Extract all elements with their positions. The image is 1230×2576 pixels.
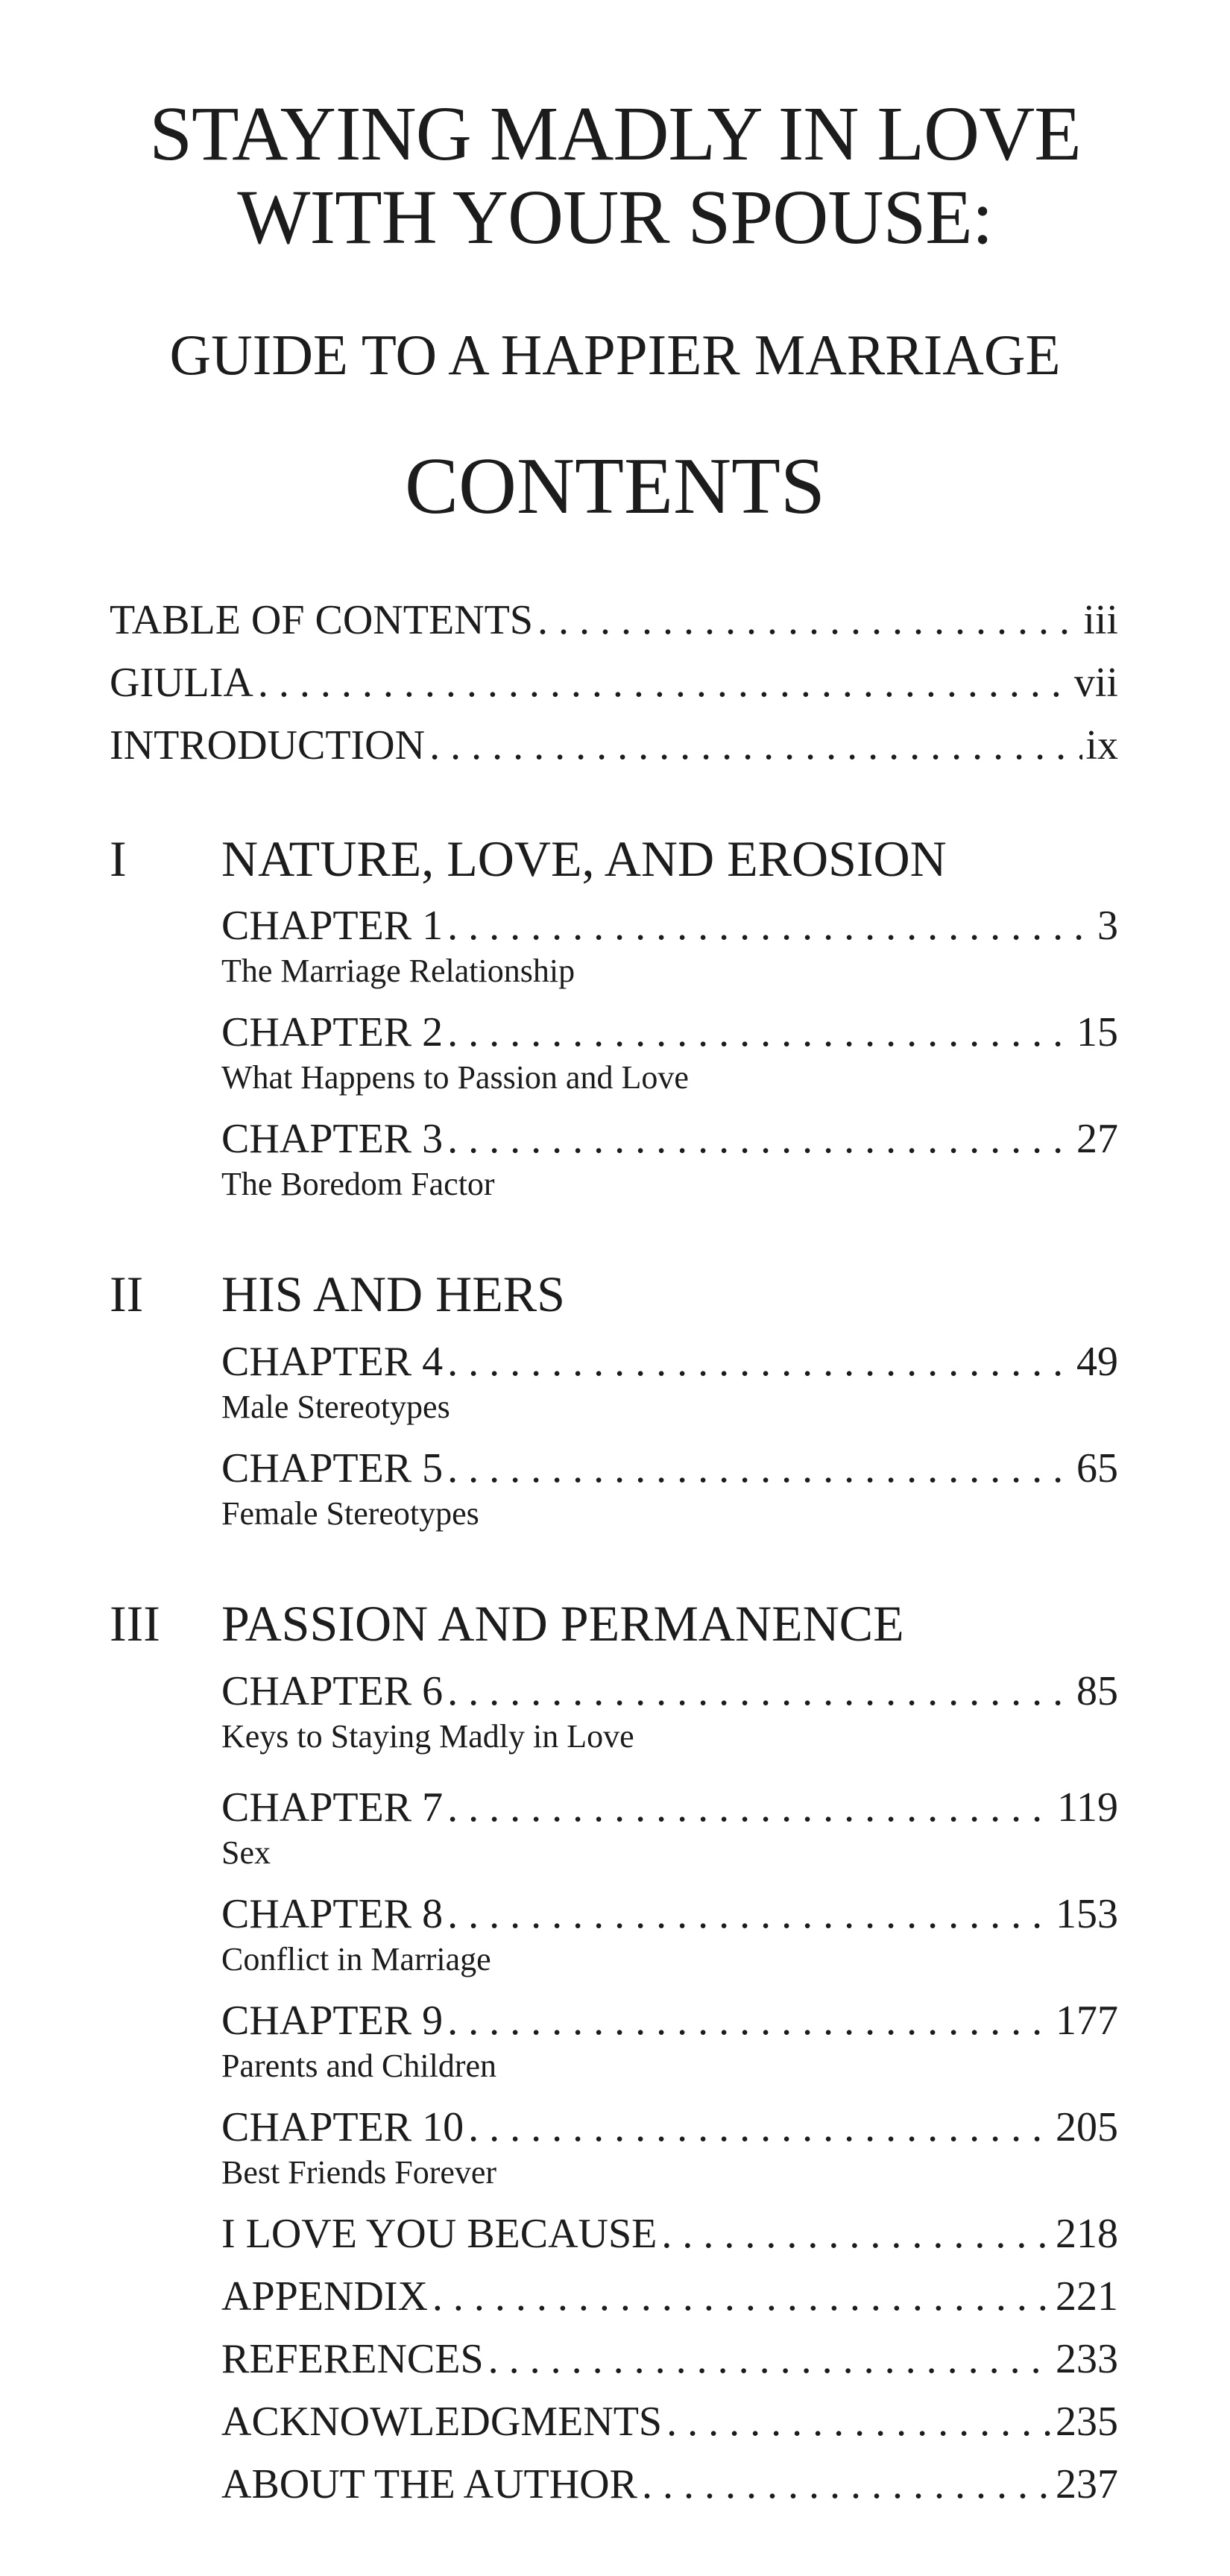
part-title: PASSION AND PERMANENCE	[221, 1595, 904, 1652]
dot-leader	[447, 902, 1094, 950]
toc-entry-page-number: 15	[1076, 1009, 1118, 1055]
toc-entry-chapter-10[interactable]	[221, 2103, 1118, 2151]
dot-leader	[661, 2210, 1053, 2258]
chapter-subtitle: Parents and Children	[221, 2048, 497, 2084]
part-numeral: I	[110, 830, 127, 887]
toc-entry-references[interactable]	[221, 2335, 1118, 2383]
dot-leader	[468, 2103, 1053, 2151]
toc-entry-label: INTRODUCTION	[110, 722, 426, 768]
book-subtitle: GUIDE TO A HAPPIER MARRIAGE	[169, 323, 1061, 387]
part-numeral: III	[110, 1595, 160, 1652]
dot-leader	[642, 2460, 1053, 2508]
toc-entry-label: TABLE OF CONTENTS	[110, 597, 533, 643]
toc-entry-label: I LOVE YOU BECAUSE	[221, 2211, 657, 2257]
part-title: NATURE, LOVE, AND EROSION	[221, 830, 947, 887]
chapter-subtitle: Female Stereotypes	[221, 1495, 479, 1532]
toc-entry-label: ABOUT THE AUTHOR	[221, 2461, 637, 2507]
toc-entry-page-number: vii	[1073, 660, 1118, 706]
chapter-subtitle: Keys to Staying Madly in Love	[221, 1718, 634, 1755]
toc-entry-label: CHAPTER 2	[221, 1009, 444, 1055]
chapter-subtitle: Best Friends Forever	[221, 2154, 497, 2191]
dot-leader	[258, 659, 1071, 707]
toc-entry-page-number: 218	[1056, 2211, 1118, 2257]
toc-entry-page-number: 205	[1056, 2104, 1118, 2150]
toc-entry-acknowledgments[interactable]	[221, 2398, 1118, 2446]
dot-leader	[488, 2335, 1053, 2383]
toc-entry-page-number: 235	[1056, 2399, 1118, 2445]
dot-leader	[447, 1890, 1053, 1938]
toc-entry-chapter-3[interactable]	[221, 1115, 1118, 1163]
toc-entry-label: ACKNOWLEDGMENTS	[221, 2399, 663, 2445]
toc-entry-label: REFERENCES	[221, 2336, 484, 2382]
toc-entry-label: CHAPTER 8	[221, 1891, 444, 1937]
toc-entry-page-number: 65	[1076, 1445, 1118, 1491]
toc-entry-page-number: iii	[1083, 597, 1118, 643]
toc-entry-label: CHAPTER 6	[221, 1668, 444, 1714]
book-title-line-1: STAYING MADLY IN LOVE	[149, 91, 1081, 177]
dot-leader	[447, 1338, 1073, 1386]
dot-leader	[447, 1667, 1073, 1715]
toc-entry-label: CHAPTER 1	[221, 903, 444, 949]
toc-entry-chapter-9[interactable]	[221, 1997, 1118, 2045]
part-numeral: II	[110, 1266, 144, 1322]
toc-entry-chapter-5[interactable]	[221, 1445, 1118, 1492]
dot-leader	[447, 1784, 1054, 1831]
toc-entry-page-number: 27	[1076, 1116, 1118, 1162]
toc-entry-label: CHAPTER 3	[221, 1116, 444, 1162]
toc-entry-about-the-author[interactable]	[221, 2460, 1118, 2508]
chapter-subtitle: Sex	[221, 1834, 271, 1871]
book-title-line-2: WITH YOUR SPOUSE:	[237, 174, 993, 260]
chapter-subtitle: The Boredom Factor	[221, 1166, 495, 1202]
chapter-subtitle: The Marriage Relationship	[221, 953, 575, 989]
dot-leader	[666, 2398, 1053, 2446]
chapter-subtitle: Male Stereotypes	[221, 1389, 450, 1425]
toc-entry-i-love-you-because[interactable]	[221, 2210, 1118, 2258]
dot-leader	[447, 1008, 1073, 1056]
toc-entry-page-number: 3	[1097, 903, 1118, 949]
toc-entry-page-number: 237	[1056, 2461, 1118, 2507]
toc-entry-label: CHAPTER 4	[221, 1339, 444, 1385]
toc-entry-page-number: 177	[1056, 1998, 1118, 2044]
dot-leader	[537, 596, 1080, 644]
toc-entry-page-number: 221	[1056, 2273, 1118, 2320]
toc-entry-page-number: 85	[1076, 1668, 1118, 1714]
toc-entry-label: APPENDIX	[221, 2273, 428, 2320]
dot-leader	[432, 2273, 1053, 2320]
toc-entry-chapter-1[interactable]	[221, 902, 1118, 950]
toc-entry-label: CHAPTER 9	[221, 1998, 444, 2044]
toc-entry-label: CHAPTER 5	[221, 1445, 444, 1491]
dot-leader	[447, 1445, 1073, 1492]
dot-leader	[447, 1997, 1053, 2045]
toc-entry-chapter-4[interactable]	[221, 1338, 1118, 1386]
chapter-subtitle: What Happens to Passion and Love	[221, 1059, 689, 1096]
toc-entry-chapter-8[interactable]	[221, 1890, 1118, 1938]
toc-entry-label: GIULIA	[110, 660, 253, 706]
toc-entry-appendix[interactable]	[221, 2273, 1118, 2320]
toc-entry-page-number: 153	[1056, 1891, 1118, 1937]
toc-entry-page-number: 49	[1076, 1339, 1118, 1385]
toc-entry-chapter-6[interactable]	[221, 1667, 1118, 1715]
toc-entry-table-of-contents[interactable]	[110, 596, 1118, 644]
toc-entry-page-number: 119	[1057, 1784, 1118, 1831]
toc-entry-page-number: 233	[1056, 2336, 1118, 2382]
toc-entry-page-number: ix	[1085, 722, 1118, 768]
chapter-subtitle: Conflict in Marriage	[221, 1941, 491, 1977]
contents-heading: CONTENTS	[405, 442, 825, 531]
toc-entry-chapter-7[interactable]	[221, 1784, 1118, 1831]
toc-entry-label: CHAPTER 7	[221, 1784, 444, 1831]
dot-leader	[429, 722, 1082, 769]
toc-entry-chapter-2[interactable]	[221, 1008, 1118, 1056]
toc-entry-giulia[interactable]	[110, 659, 1118, 707]
dot-leader	[447, 1115, 1073, 1163]
toc-entry-label: CHAPTER 10	[221, 2104, 464, 2150]
part-title: HIS AND HERS	[221, 1266, 565, 1322]
toc-entry-introduction[interactable]	[110, 722, 1118, 769]
